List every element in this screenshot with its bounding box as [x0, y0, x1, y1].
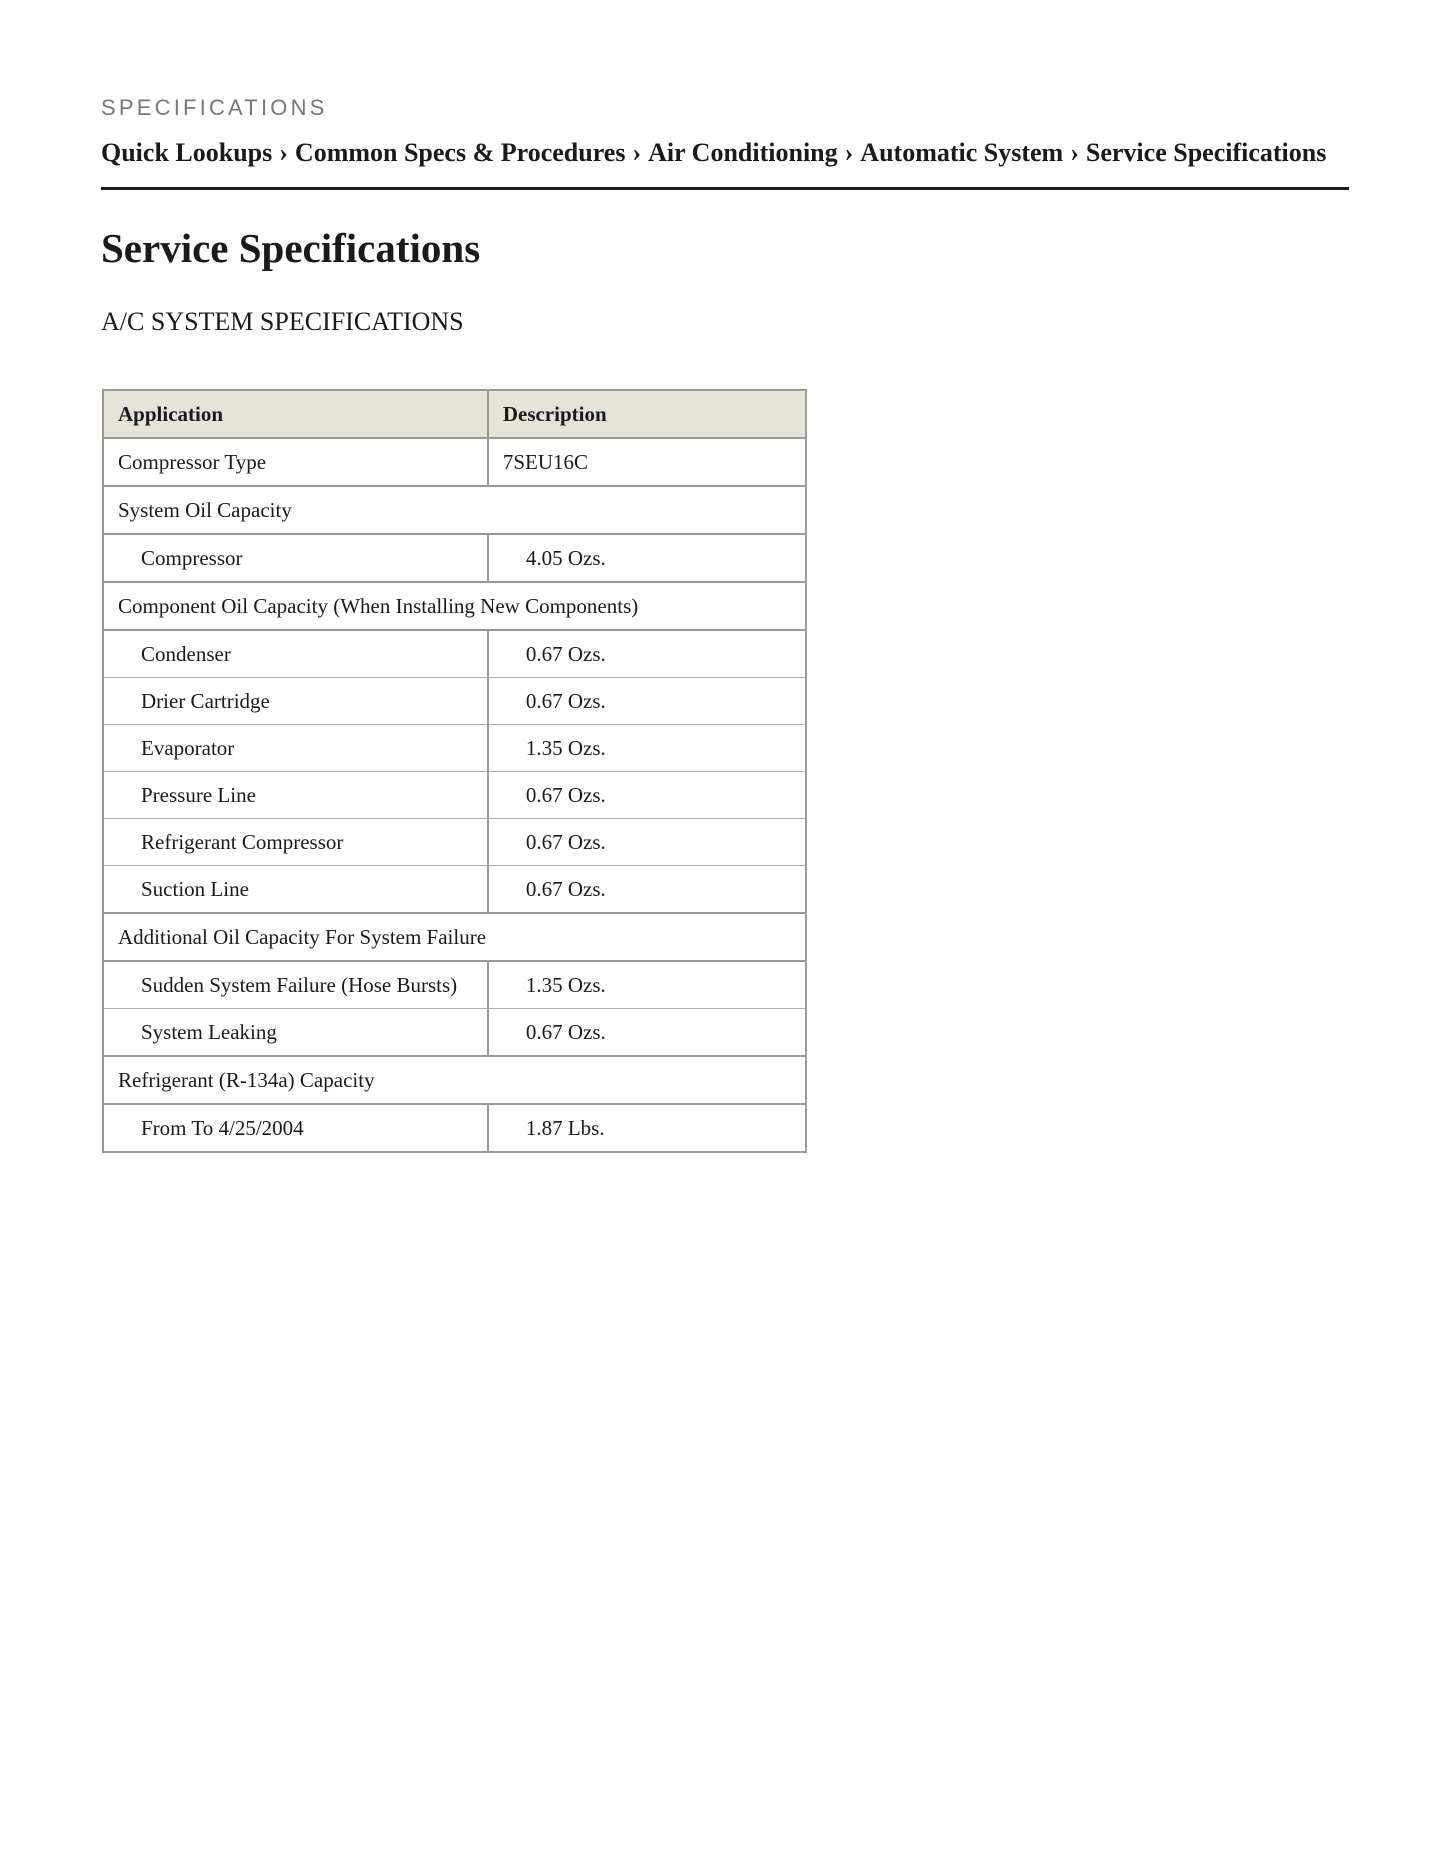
description-cell: 1.35 Ozs.	[488, 961, 806, 1009]
description-cell: 0.67 Ozs.	[488, 866, 806, 914]
application-cell: Pressure Line	[103, 772, 488, 819]
table-row	[103, 819, 806, 866]
table-row	[103, 1104, 806, 1152]
table-row	[103, 630, 806, 678]
table-header-row	[103, 390, 806, 438]
section-title: A/C SYSTEM SPECIFICATIONS	[101, 307, 464, 336]
table-row	[103, 866, 806, 914]
description-cell: 1.35 Ozs.	[488, 725, 806, 772]
group-label: Component Oil Capacity (When Installing New Components)	[103, 582, 806, 630]
table-group-row	[103, 486, 806, 534]
application-cell: Compressor Type	[103, 438, 488, 486]
column-header-description: Description	[488, 390, 806, 438]
group-label: System Oil Capacity	[103, 486, 806, 534]
group-label: Additional Oil Capacity For System Failure	[103, 913, 806, 961]
breadcrumb-service-specifications[interactable]: Service Specifications	[1085, 138, 1327, 167]
breadcrumb-quick-lookups[interactable]: Quick Lookups	[101, 138, 273, 167]
application-cell: From To 4/25/2004	[103, 1104, 488, 1152]
description-cell: 0.67 Ozs.	[488, 772, 806, 819]
table-body	[103, 438, 806, 1152]
application-cell: Condenser	[103, 630, 488, 678]
application-cell: Evaporator	[103, 725, 488, 772]
description-cell: 0.67 Ozs.	[488, 678, 806, 725]
breadcrumb-separator: ›	[632, 138, 642, 167]
header-divider	[101, 187, 1349, 190]
table-row	[103, 1009, 806, 1057]
table-row	[103, 678, 806, 725]
breadcrumb	[101, 138, 1326, 168]
breadcrumb-separator: ›	[279, 138, 288, 167]
application-cell: Sudden System Failure (Hose Bursts)	[103, 961, 488, 1009]
description-cell: 4.05 Ozs.	[488, 534, 806, 582]
description-cell: 7SEU16C	[488, 438, 806, 486]
application-cell: Compressor	[103, 534, 488, 582]
table-row	[103, 772, 806, 819]
breadcrumb-separator: ›	[844, 138, 854, 167]
application-cell: Suction Line	[103, 866, 488, 914]
group-label: Refrigerant (R-134a) Capacity	[103, 1056, 806, 1104]
table-group-row	[103, 913, 806, 961]
description-cell: 0.67 Ozs.	[488, 1009, 806, 1057]
breadcrumb-automatic-system[interactable]: Automatic System	[860, 138, 1064, 167]
description-cell: 0.67 Ozs.	[488, 630, 806, 678]
description-cell: 1.87 Lbs.	[488, 1104, 806, 1152]
page-title: Service Specifications	[101, 225, 481, 271]
table-row	[103, 534, 806, 582]
application-cell: Refrigerant Compressor	[103, 819, 488, 866]
table-group-row	[103, 1056, 806, 1104]
section-kicker: SPECIFICATIONS	[101, 95, 328, 120]
breadcrumb-common-specs[interactable]: Common Specs & Procedures	[294, 138, 626, 167]
spec-table	[102, 389, 807, 1153]
breadcrumb-air-conditioning[interactable]: Air Conditioning	[648, 138, 838, 167]
table-row	[103, 725, 806, 772]
table-row	[103, 961, 806, 1009]
table-group-row	[103, 582, 806, 630]
table-row	[103, 438, 806, 486]
column-header-application: Application	[103, 390, 488, 438]
description-cell: 0.67 Ozs.	[488, 819, 806, 866]
breadcrumb-separator: ›	[1070, 138, 1079, 167]
application-cell: System Leaking	[103, 1009, 488, 1057]
application-cell: Drier Cartridge	[103, 678, 488, 725]
